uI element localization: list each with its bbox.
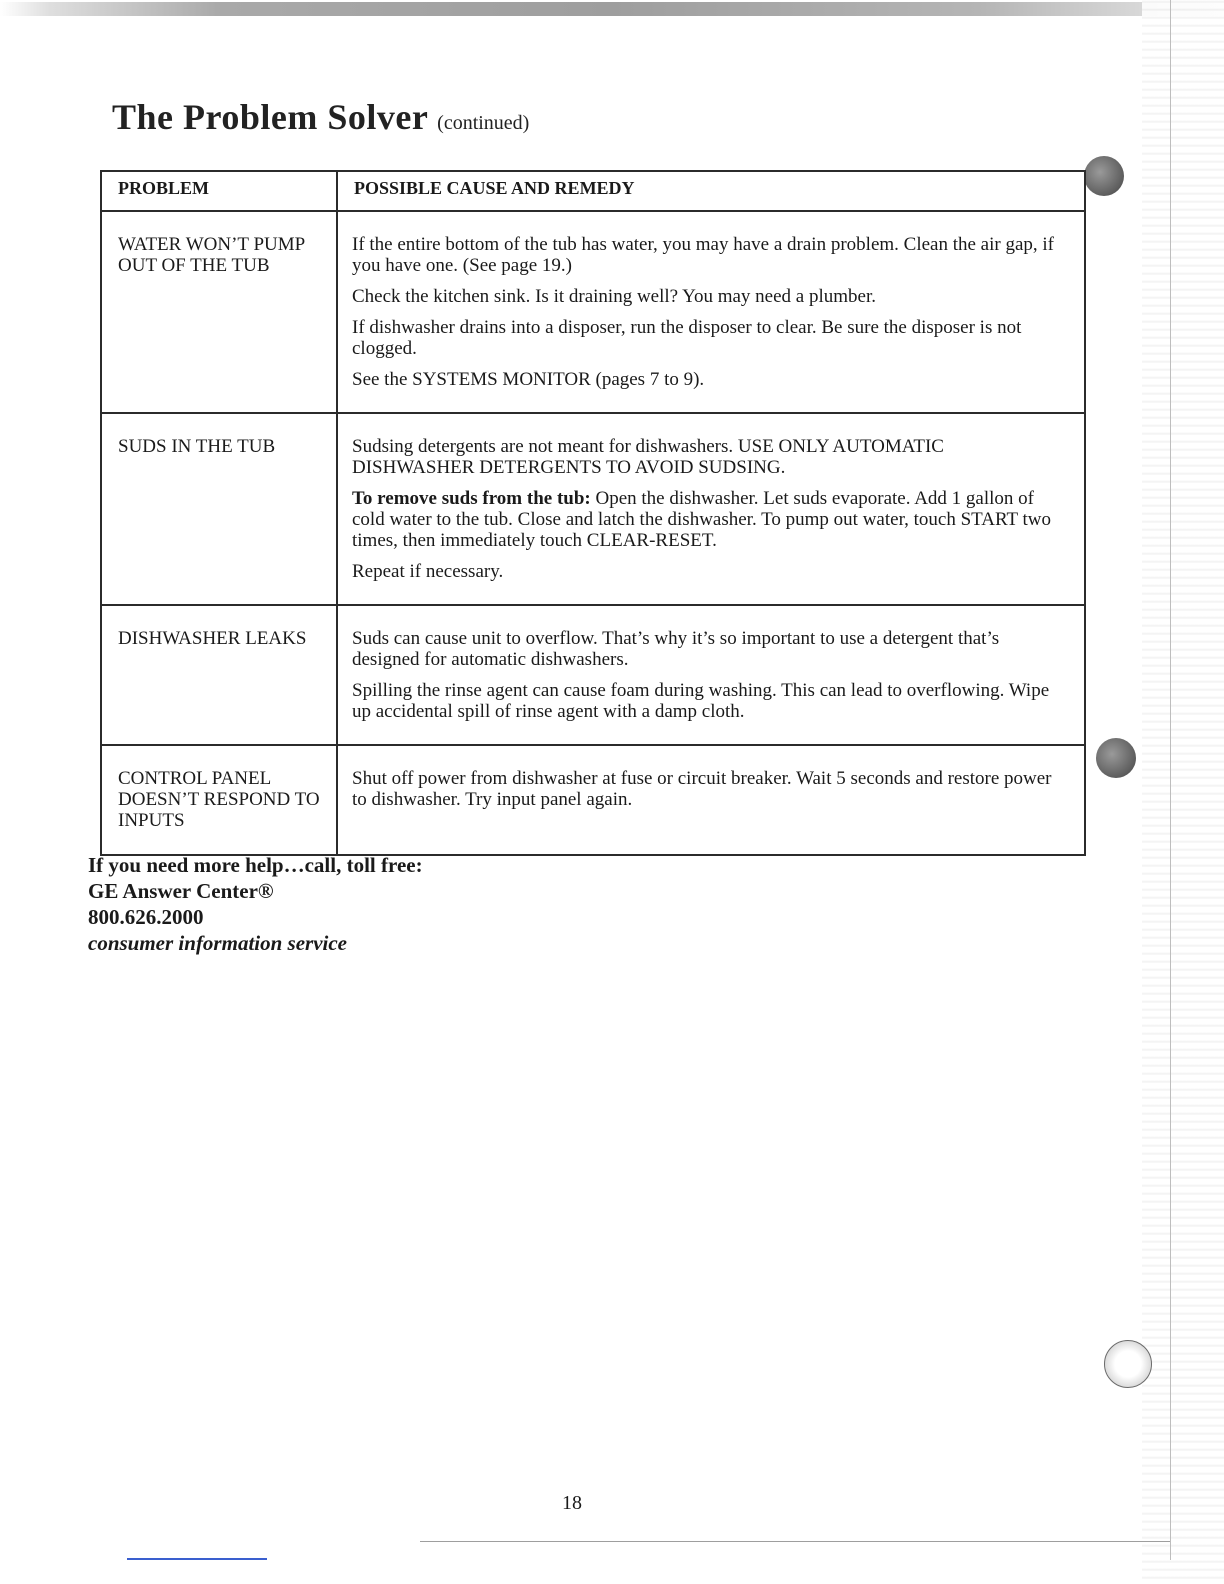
remedy-instructions: Open the dishwasher. Let suds evaporate. Add 1 gallon of cold water to the tub. Close and latch the dishwasher. To pump out water, touch START two times, then immediately touch CLEAR-RESET.	[352, 488, 1052, 551]
remedy-paragraph: Spilling the rinse agent can cause foam during washing. This can lead to overflowing. Wipe up accidental spill of rinse agent with a damp cloth.	[352, 680, 1050, 722]
remedy-bold-lead: To remove suds from the tub:	[352, 488, 591, 509]
scan-artifact-top	[0, 2, 1224, 16]
page-number: 18	[562, 1492, 582, 1514]
remedy-paragraph: If dishwasher drains into a disposer, run the disposer to clear. Be sure the disposer is not clogged.	[352, 317, 1022, 359]
remedy-paragraph: Sudsing detergents are not meant for dishwashers. USE ONLY AUTOMATIC DISHWASHER DETERGENTS TO AVOID SUDSING.	[352, 436, 944, 478]
answer-center-name: GE Answer Center®	[88, 879, 274, 903]
remedy-paragraph: Check the kitchen sink. Is it draining well? You may need a plumber.	[352, 286, 876, 307]
problem-cell: DISHWASHER LEAKS	[101, 605, 337, 745]
binder-hole-top	[1084, 156, 1124, 196]
binder-hole-middle	[1096, 738, 1136, 778]
help-contact-block	[88, 852, 423, 956]
problem-cell: WATER WON’T PUMP OUT OF THE TUB	[101, 211, 337, 413]
service-description: consumer information service	[88, 931, 348, 955]
phone-number: 800.626.2000	[88, 905, 204, 929]
remedy-paragraph: If the entire bottom of the tub has water, you may have a drain problem. Clean the air gap, if you have one. (See page 19.)	[352, 234, 1055, 276]
help-callout: If you need more help…call, toll free:	[88, 853, 423, 877]
remedy-paragraph: Repeat if necessary.	[352, 561, 504, 582]
table-header-row	[101, 171, 1085, 211]
title-text: The Problem Solver	[112, 97, 428, 137]
title-continued: (continued)	[437, 112, 530, 134]
scan-blue-line	[127, 1558, 267, 1560]
remedy-paragraph: Shut off power from dishwasher at fuse or circuit breaker. Wait 5 seconds and restore power to dishwasher. Try input panel again.	[352, 768, 1052, 810]
remedy-paragraph: See the SYSTEMS MONITOR (pages 7 to 9).	[352, 369, 705, 390]
table-row	[101, 211, 1085, 413]
remedy-paragraph: Suds can cause unit to overflow. That’s why it’s so important to use a detergent that’s designed for automatic dishwashers.	[352, 628, 1000, 670]
scan-artifact-right	[1142, 0, 1224, 1584]
remedy-cell	[337, 605, 1085, 745]
table-row	[101, 413, 1085, 605]
column-header-problem: PROBLEM	[101, 171, 337, 211]
binder-ring-bottom	[1104, 1340, 1152, 1388]
column-header-remedy: POSSIBLE CAUSE AND REMEDY	[337, 171, 1085, 211]
remedy-cell	[337, 745, 1085, 855]
table-row	[101, 605, 1085, 745]
remedy-paragraph	[352, 488, 1068, 551]
bottom-rule	[420, 1541, 1170, 1542]
problem-solver-table	[100, 170, 1086, 856]
problem-cell: SUDS IN THE TUB	[101, 413, 337, 605]
remedy-cell	[337, 211, 1085, 413]
page-title	[112, 96, 529, 138]
page-edge	[1170, 0, 1171, 1560]
remedy-cell	[337, 413, 1085, 605]
problem-cell: CONTROL PANEL DOESN’T RESPOND TO INPUTS	[101, 745, 337, 855]
table-row	[101, 745, 1085, 855]
